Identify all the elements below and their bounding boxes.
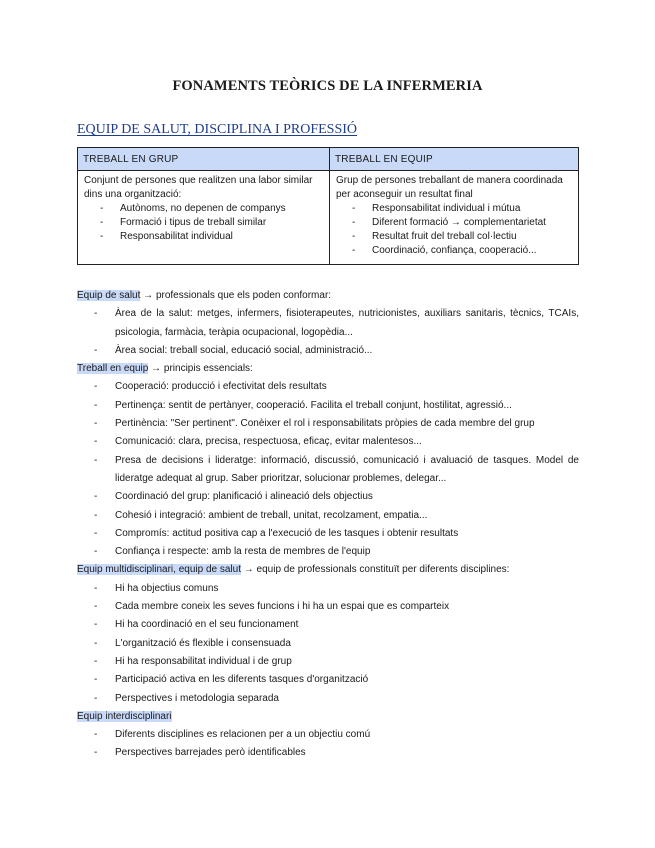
list-item: - Hi ha objectius comuns [94,582,219,594]
cell-treball-en-grup [78,171,330,265]
list-item: - Hi ha responsabilitat individual i de grup [94,655,292,667]
list-item: - Comunicació: clara, precisa, respectuosa, eficaç, evitar malentesos... [94,436,422,448]
list-item: - L'organització és flexible i consensuada [94,637,291,649]
list-item: - Responsabilitat individual [100,231,233,242]
list-item: - Formació i tipus de treball similar [100,217,267,228]
list-item: - Coordinació, confiança, cooperació... [352,245,537,256]
table-row [78,171,579,265]
treball-en-equip-heading: Treball en equip → principis essencials: [77,363,253,375]
cell-intro: Conjunt de persones que realitzen una labor similar dins una organització: [84,175,313,200]
section-heading: EQUIP DE SALUT, DISCIPLINA I PROFESSIÓ [77,122,358,137]
bullet-list [77,378,579,561]
list-item: - Àrea de la salut: metges, infermers, fisioterapeutes, nutricionistes, auxiliars sanitaris, tècnics, TCAIs, psicologia, farmàcia, teràpia ocupacional, logopèdia... [94,308,579,338]
list-item: - Participació activa en les diferents tasques d'organització [94,674,369,686]
equip-interdisciplinari-heading [77,708,579,726]
equip-multidisciplinari-heading: Equip multidisciplinari, equip de salut → equip de professionals constituït per diferents disciplines: [77,564,510,576]
list-item: - Confiança i respecte: amb la resta de membres de l'equip [94,546,371,558]
header-treball-en-equip: TREBALL EN EQUIP [330,148,579,171]
list-item: - Pertinència: "Ser pertinent". Conèixer el rol i responsabilitats pròpies de cada membre del grup [94,418,535,430]
list-item: - Coordinació del grup: planificació i alineació dels objectius [94,491,373,503]
list-item: - Perspectives i metodologia separada [94,692,279,704]
comparison-table [77,147,579,265]
list-item: - Àrea social: treball social, educació social, administració... [94,344,373,356]
equip-de-salut-heading: Equip de salut → professionals que els poden conformar: [77,290,332,301]
bullet-list [77,580,579,708]
cell-list [84,202,324,244]
list-item: - Cohesió i integració: ambient de treball, unitat, recolzament, empatia... [94,509,428,521]
list-item: - Pertinença: sentit de pertànyer, cooperació. Facilita el treball conjunt, hostilitat, agressió... [94,399,512,411]
list-item: - Perspectives barrejades però identificables [94,747,306,759]
list-item: - Diferent formació → complementarietat [352,217,546,228]
highlighted-term: Treball en equip [77,363,149,375]
bullet-list [77,726,579,763]
table-header-row [78,148,579,171]
list-item: - Responsabilitat individual i mútua [352,203,521,214]
highlighted-term: Equip de salut [77,290,141,301]
list-item: - Cooperació: producció i efectivitat dels resultats [94,381,327,393]
list-item: - Cada membre coneix les seves funcions i hi ha un espai que es comparteix [94,601,450,613]
document-body [77,287,579,763]
list-item: - Compromís: actitud positiva cap a l'execució de les tasques i obtenir resultats [94,527,459,539]
cell-treball-en-equip [330,171,579,265]
highlighted-term: Equip multidisciplinari, equip de salut [77,564,241,576]
list-item: - Hi ha coordinació en el seu funcionament [94,619,299,631]
bullet-list [77,305,579,360]
highlighted-term: Equip interdisciplinari [77,710,172,722]
list-item: - Autònoms, no depenen de companys [100,203,286,214]
list-item: - Resultat fruit del treball col·lectiu [352,231,517,242]
list-item: - Diferents disciplines es relacionen per a un objectiu comú [94,729,371,741]
cell-intro: Grup de persones treballant de manera coordinada per aconseguir un resultat final [336,175,563,200]
header-treball-en-grup: TREBALL EN GRUP [78,148,330,171]
list-item: - Presa de decisions i lideratge: informació, discussió, comunicació i avaluació de tasques. Model de lideratge adequat al grup. Saber prioritzar, solucionar problemes, delegar... [94,454,579,484]
cell-list [336,202,573,258]
page-title: FONAMENTS TEÒRICS DE LA INFERMERIA [172,78,483,94]
